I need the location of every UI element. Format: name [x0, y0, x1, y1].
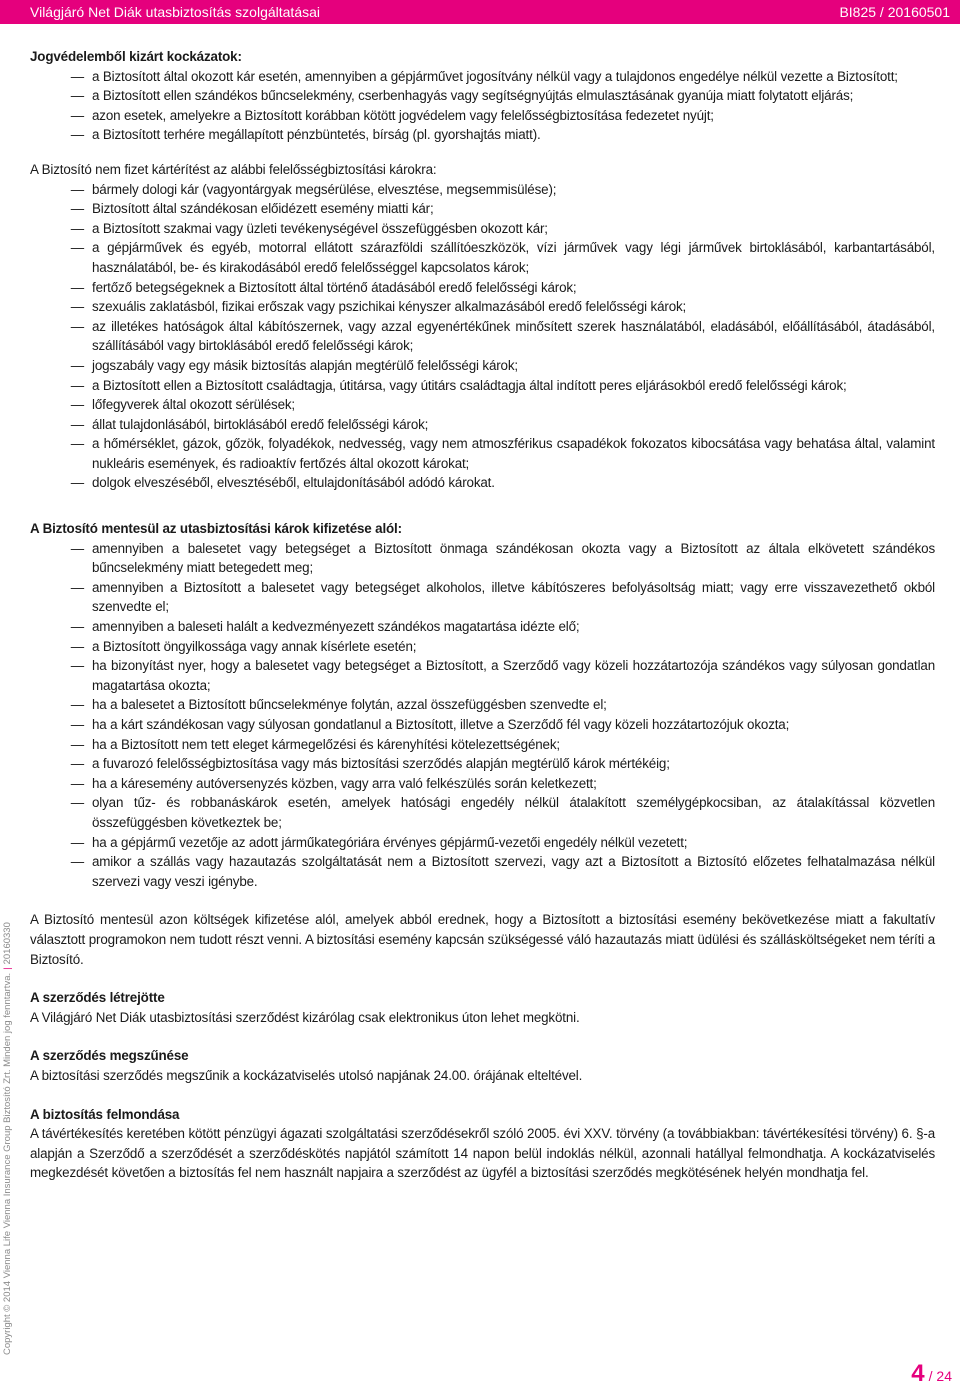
- list-item: — a Biztosított öngyilkossága vagy annak kísérlete esetén;: [92, 637, 935, 657]
- list-item: — dolgok elveszéséből, elvesztéséből, eltulajdonításából adódó károkat.: [92, 473, 935, 493]
- document-body: [30, 47, 935, 1183]
- list-item: — az illetékes hatóságok által kábítószernek, vagy azzal egyenértékűnek minősített szerek használatából, eladásából, előállításából, átadásából, szállításából vagy birtoklásából eredő felelősségi károk;: [92, 317, 935, 356]
- list-item: — amennyiben a balesetet vagy betegséget a Biztosított önmaga szándékosan okozta vagy a Biztosított az általa elkövetett szándékos bűncselekmény miatt betegedett meg;: [92, 539, 935, 578]
- legal-exclusions-list: [30, 67, 935, 145]
- list-item: — Biztosított által szándékosan előidézett esemény miatti kár;: [92, 199, 935, 219]
- current-page: 4: [911, 1360, 925, 1387]
- header-title: Világjáró Net Diák utasbiztosítás szolgáltatásai: [30, 4, 321, 20]
- list-item: — a Biztosított szakmai vagy üzleti tevékenységével összefüggésben okozott kár;: [92, 219, 935, 239]
- total-pages: / 24: [928, 1368, 952, 1384]
- contract-formation-text: A Világjáró Net Diák utasbiztosítási szerződést kizárólag csak elektronikus úton lehet megkötni.: [30, 1009, 580, 1025]
- list-item: — azon esetek, amelyekre a Biztosított korábban kötött jogvédelem vagy felelősségbiztosítása fedezetet nyújt;: [92, 106, 935, 126]
- cancellation-text: A távértékesítés keretében kötött pénzügyi ágazati szolgáltatási szerződésekről szóló 2005. évi XXV. törvény (a továbbiakban: távértékesítési törvény) 6. §-a alapján a Szerződő a szerződését a szerződéskötés napjától számított 14 napon belül indoklás nélkül, azonnali hatállyal felmondhatja. A kockázatviselés megkezdését követően a biztosítás fel nem használt napjaira a szerződést az ügyfél a biztosítási szerződés megkötésének helyén mondhatja fel.: [30, 1126, 935, 1181]
- list-item: — a Biztosított által okozott kár esetén, amennyiben a gépjárművet jogosítvány nélkül vagy a tulajdonos engedélye nélkül vezette a Biztosított;: [92, 67, 935, 87]
- insurer-exemptions-list: [30, 539, 935, 892]
- liability-exclusions-list: [30, 180, 935, 494]
- list-item: — amennyiben a baleseti halált a kedvezményezett szándékos magatartása idézte elő;: [92, 617, 935, 637]
- list-item: — ha a káresemény autóversenyzés közben, vagy arra való felkészülés során keletkezett;: [92, 774, 935, 794]
- contract-termination-text: A biztosítási szerződés megszűnik a kockázatviselés utolsó napjának 24.00. órájának elteltével.: [30, 1067, 583, 1083]
- section-title-insurer-exemptions: A Biztosító mentesül az utasbiztosítási károk kifizetése alól:: [30, 521, 402, 537]
- list-item: — bármely dologi kár (vagyontárgyak megsérülése, elvesztése, megsemmisülése);: [92, 180, 935, 200]
- list-item: — a Biztosított ellen a Biztosított családtagja, útitársa, vagy útitárs családtagja által indított peres eljárásokból eredő felelősségi károk;: [92, 376, 935, 396]
- list-item: — a Biztosított ellen szándékos bűncselekmény, cserbenhagyás vagy segítségnyújtás elmulasztásának gyanúja miatt folytatott eljárás;: [92, 86, 935, 106]
- copyright-sidebar: [2, 835, 13, 1355]
- list-item: — jogszabály vagy egy másik biztosítás alapján megtérülő felelősségi károk;: [92, 356, 935, 376]
- list-item: — a Biztosított terhére megállapított pénzbüntetés, bírság (pl. gyorshajtás miatt).: [92, 125, 935, 145]
- list-item: — olyan tűz- és robbanáskárok esetén, amelyek hatósági engedély nélkül átalakított személygépkocsiban, az átalakítással közvetlen összefüggésben következtek be;: [92, 793, 935, 832]
- list-item: — állat tulajdonlásából, birtoklásából eredő felelősségi károk;: [92, 415, 935, 435]
- page-header: [0, 0, 960, 24]
- header-document-code: BI825 / 20160501: [839, 4, 950, 20]
- list-item: — amikor a szállás vagy hazautazás szolgáltatását nem a Biztosított szervezi, vagy azt a Biztosított a Biztosító előzetes felhatalmazása nélkül szervezi vagy veszi igénybe.: [92, 852, 935, 891]
- list-item: — szexuális zaklatásból, fizikai erőszak vagy pszichikai kényszer alkalmazásából eredő felelősségi károk;: [92, 297, 935, 317]
- section-title-contract-formation: A szerződés létrejötte: [30, 990, 165, 1006]
- liability-exclusions-intro: A Biztosító nem fizet kártérítést az alábbi felelősségbiztosítási károkra:: [30, 161, 437, 177]
- copyright-text: Copyright © 2014 Vienna Life Vienna Insurance Group Biztosító Zrt. Minden jog fenntartva.: [2, 972, 13, 1355]
- list-item: — a hőmérséklet, gázok, gőzök, folyadékok, nedvesség, vagy nem atmoszférikus csapadékok fokozatos kibocsátása vagy behatása által, valamint nukleáris események, és radioaktív fertőzés által okozott károkat;: [92, 434, 935, 473]
- list-item: — lőfegyverek által okozott sérülések;: [92, 395, 935, 415]
- list-item: — ha a Biztosított nem tett eleget kármegelőzési és kárenyhítési kötelezettségének;: [92, 735, 935, 755]
- list-item: — ha a balesetet a Biztosított bűncselekménye folytán, azzal összefüggésben szenvedte el;: [92, 695, 935, 715]
- section-title-legal-exclusions: Jogvédelemből kizárt kockázatok:: [30, 49, 242, 64]
- insurer-cost-exemption-paragraph: A Biztosító mentesül azon költségek kifizetése alól, amelyek abból erednek, hogy a Biztosított a biztosítási esemény bekövetkezése miatt a fakultatív választott programokon nem tudott részt venni. A biztosítási esemény kapcsán szükségessé váló hazautazás miatt üdülési és szállásköltségeket nem téríti a Biztosító.: [30, 912, 935, 967]
- list-item: — ha a gépjármű vezetője az adott járműkategóriára érvényes gépjármű-vezetői engedély nélkül vezetett;: [92, 833, 935, 853]
- list-item: — amennyiben a Biztosított a balesetet vagy betegséget alkoholos, illetve kábítószeres befolyásoltság miatt; vagy erre visszavezethető okból szenvedte el;: [92, 578, 935, 617]
- section-title-cancellation: A biztosítás felmondása: [30, 1106, 180, 1122]
- list-item: — fertőző betegségeknek a Biztosított által történő átadásából eredő felelősségi károk;: [92, 278, 935, 298]
- list-item: — ha bizonyítást nyer, hogy a balesetet vagy betegséget a Biztosított, a Szerződő vagy közeli hozzátartozója szándékos vagy súlyosan gondatlan magatartása okozta;: [92, 656, 935, 695]
- copyright-separator: |: [2, 967, 13, 970]
- list-item: — a fuvarozó felelősségbiztosítása vagy más biztosítási szerződés alapján megtérülő károk mértékéig;: [92, 754, 935, 774]
- copyright-code: 20160330: [2, 922, 13, 965]
- section-title-contract-termination: A szerződés megszűnése: [30, 1048, 189, 1064]
- list-item: — a gépjárművek és egyéb, motorral ellátott szárazföldi szállítóeszközök, vízi járművek vagy légi járművek birtoklásából, karbantartásából, használatából, be- és kirakodásából eredő felelősséggel kapcsolatos károk;: [92, 238, 935, 277]
- list-item: — ha a kárt szándékosan vagy súlyosan gondatlanul a Biztosított, illetve a Szerződő fél vagy közeli hozzátartozójuk okozta;: [92, 715, 935, 735]
- page-number: [911, 1360, 952, 1388]
